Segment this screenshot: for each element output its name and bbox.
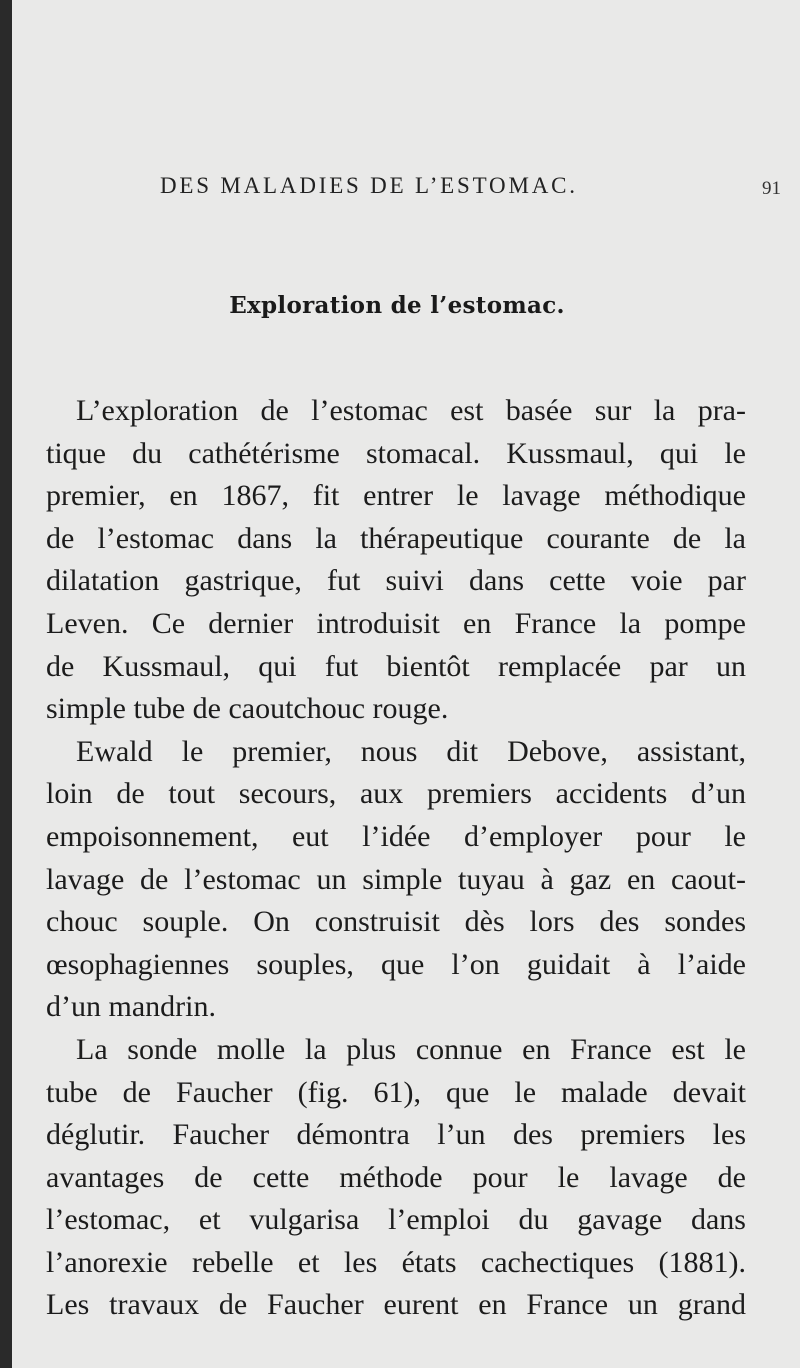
text-line: La sonde molle la plus connue en France est le <box>76 1032 746 1066</box>
text-line: œsophagiennes souples, que l’on guidait à l’aide <box>46 947 746 981</box>
text-line: d’un mandrin. <box>46 990 216 1024</box>
book-page <box>12 0 800 1368</box>
text-line: lavage de l’estomac un simple tuyau à gaz en caout- <box>46 862 746 896</box>
text-line: tube de Faucher (fig. 61), que le malade devait <box>46 1075 746 1109</box>
text-line: de l’estomac dans la thérapeutique courante de la <box>46 521 746 555</box>
text-line: l’anorexie rebelle et les états cachectiques (1881). <box>46 1245 746 1279</box>
text-line: Ewald le premier, nous dit Debove, assistant, <box>76 734 746 768</box>
paragraph-1 <box>46 390 746 731</box>
page-number: 91 <box>762 178 781 199</box>
body-text <box>46 390 746 1327</box>
text-line: de Kussmaul, qui fut bientôt remplacée par un <box>46 649 746 683</box>
text-line: dilatation gastrique, fut suivi dans cette voie par <box>46 564 746 598</box>
text-line: tique du cathétérisme stomacal. Kussmaul, qui le <box>46 436 746 470</box>
text-line: avantages de cette méthode pour le lavage de <box>46 1160 746 1194</box>
text-line: loin de tout secours, aux premiers accidents d’un <box>46 777 746 811</box>
text-line: Leven. Ce dernier introduisit en France la pompe <box>46 606 746 640</box>
section-title: Exploration de l’estomac. <box>229 292 565 319</box>
paragraph-3 <box>46 1029 746 1327</box>
text-line: l’estomac, et vulgarisa l’emploi du gavage dans <box>46 1203 746 1237</box>
text-line: déglutir. Faucher démontra l’un des premiers les <box>46 1118 746 1152</box>
text-line: premier, en 1867, fit entrer le lavage méthodique <box>46 479 746 513</box>
running-head: DES MALADIES DE L’ESTOMAC. <box>160 173 578 198</box>
text-line: Les travaux de Faucher eurent en France un grand <box>46 1288 746 1322</box>
text-line: empoisonnement, eut l’idée d’employer pour le <box>46 819 746 853</box>
paragraph-2 <box>46 731 746 1029</box>
text-line: chouc souple. On construisit dès lors des sondes <box>46 905 746 939</box>
text-line: simple tube de caoutchouc rouge. <box>46 692 449 726</box>
text-line: L’exploration de l’estomac est basée sur la pra- <box>76 394 746 427</box>
